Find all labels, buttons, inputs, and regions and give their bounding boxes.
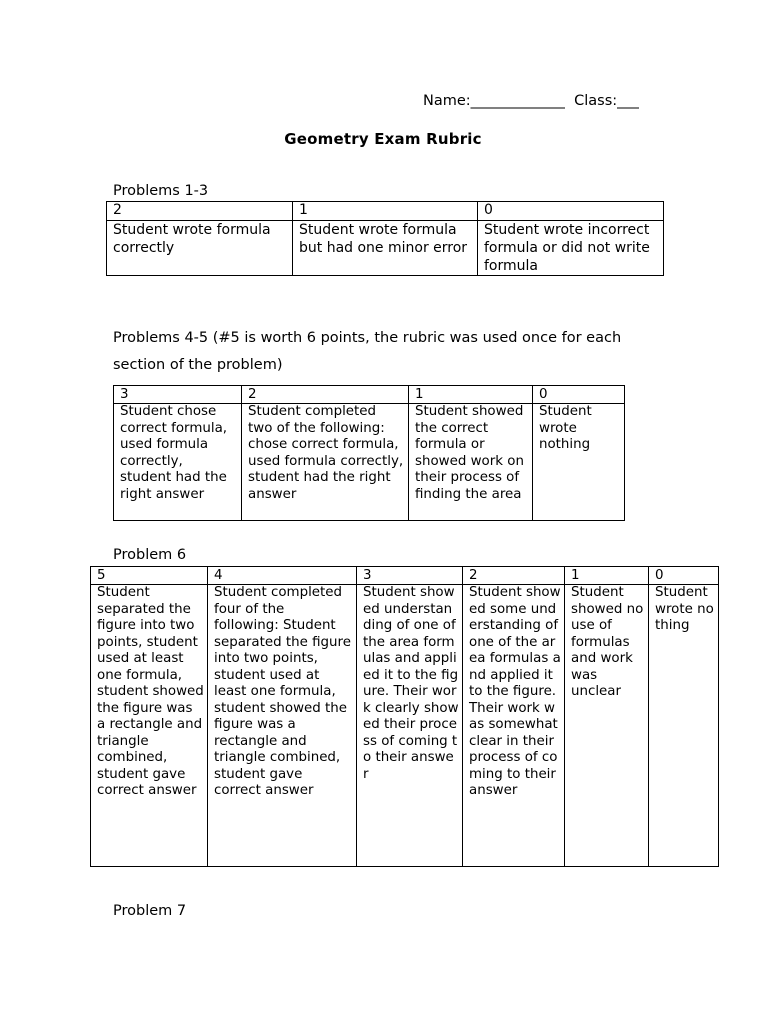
table-row [114,404,625,521]
score-cell: 0 [478,202,664,221]
score-cell: 0 [533,386,625,404]
table-row [91,585,719,867]
score-cell: 2 [463,567,565,585]
section-label-problems-4-5-line2: section of the problem) [113,357,283,373]
description-cell: Student showed no use of formulas and work was unclear [565,585,649,867]
description-cell: Student showed the correct formula or showed work on their process of finding the area [409,404,533,521]
rubric-table-problems-4-5 [113,385,625,521]
description-cell: Student separated the figure into two points, student used at least one formula, student showed the figure was a rectangle and triangle combined, student gave correct answer [91,585,208,867]
description-cell: Student chose correct formula, used formula correctly, student had the right answer [114,404,242,521]
score-cell: 1 [565,567,649,585]
page-title [0,130,768,148]
description-cell: Student wrote formula but had one minor error [293,221,478,276]
score-cell: 2 [107,202,293,221]
section-label-problem-7: Problem 7 [113,903,187,919]
score-cell: 4 [208,567,357,585]
score-cell: 0 [649,567,719,585]
description-cell: Student completed two of the following: chose correct formula, used formula correctly, student had the right answer [242,404,409,521]
description-cell: Student wrote formula correctly [107,221,293,276]
rubric-table-problems-1-3 [106,201,664,276]
section-label-problems-4-5-line1: Problems 4-5 (#5 is worth 6 points, the rubric was used once for each [113,330,622,346]
table-row [91,567,719,585]
page-title-text: Geometry Exam Rubric [284,130,482,148]
description-cell: Student wrote nothing [533,404,625,521]
description-cell: Student showed understanding of one of the area formulas and applied it to the figure. Their work clearly showed their process of coming to their answer [357,585,463,867]
description-cell: Student wrote incorrect formula or did not write formula [478,221,664,276]
score-cell: 2 [242,386,409,404]
score-cell: 3 [357,567,463,585]
score-cell: 5 [91,567,208,585]
table-row [107,202,664,221]
score-cell: 1 [409,386,533,404]
description-cell: Student wrote nothing [649,585,719,867]
score-cell: 3 [114,386,242,404]
section-label-problems-1-3: Problems 1-3 [113,183,209,199]
name-class-line: Name:_____________ Class:___ [423,93,639,109]
section-label-problem-6: Problem 6 [113,547,187,563]
rubric-table-problem-6 [90,566,719,867]
table-row [107,221,664,276]
table-row [114,386,625,404]
description-cell: Student completed four of the following: Student separated the figure into two points, student used at least one formula, student showed the figure was a rectangle and triangle combined, student gave correct answer [208,585,357,867]
description-cell: Student showed some understanding of one of the area formulas and applied it to the figure. Their work was somewhat clear in their process of coming to their answer [463,585,565,867]
score-cell: 1 [293,202,478,221]
